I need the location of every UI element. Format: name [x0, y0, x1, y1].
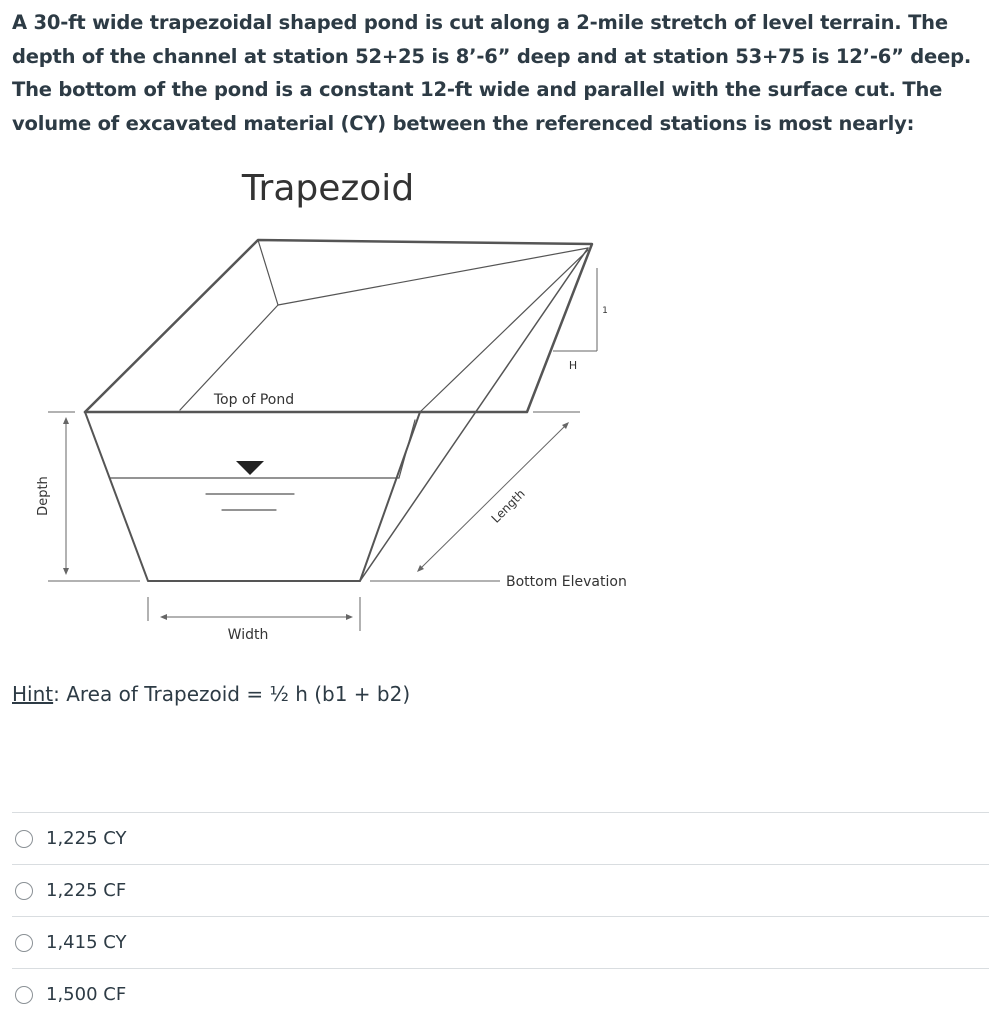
answer-list [12, 812, 989, 1020]
front-face [85, 412, 420, 581]
radio-button[interactable] [15, 830, 33, 848]
slope-h-label: H [568, 359, 578, 372]
length-label: Length [488, 486, 528, 526]
hint-text: : Area of Trapezoid = ½ h (b1 + b2) [53, 682, 411, 706]
answer-label[interactable]: 1,225 CF [46, 880, 127, 901]
answer-label[interactable]: 1,500 CF [46, 984, 127, 1005]
answer-label[interactable]: 1,415 CY [46, 932, 127, 953]
hint-label: Hint [12, 682, 54, 706]
top-of-pond-label: Top of Pond [213, 392, 295, 408]
question-text: A 30-ft wide trapezoidal shaped pond is cut along a 2-mile stretch of level terrain. The depth of the channel at station 52+25 is 8’-6” deep and at station 53+75 is 12’-6” deep. The bottom of the pond is a constant 12-ft wide and parallel with the surface cut. The volume of excavated material (CY) between the referenced stations is most nearly: [12, 11, 972, 135]
radio-button[interactable] [15, 934, 33, 952]
answer-option[interactable] [12, 864, 989, 916]
water-level-marker [236, 461, 264, 475]
answer-label[interactable]: 1,225 CY [46, 828, 127, 849]
bottom-elevation-label: Bottom Elevation [506, 574, 627, 590]
slope-1-label: 1 [602, 306, 608, 316]
diagram-title: Trapezoid [241, 168, 415, 209]
answer-option[interactable] [12, 968, 989, 1020]
radio-button[interactable] [15, 986, 33, 1004]
depth-label: Depth [36, 476, 51, 516]
trapezoid-diagram [0, 160, 1002, 650]
hint [12, 682, 410, 706]
answer-option[interactable] [12, 812, 989, 864]
width-label: Width [227, 627, 269, 643]
pond-rim [85, 240, 592, 412]
answer-option[interactable] [12, 916, 989, 968]
radio-button[interactable] [15, 882, 33, 900]
